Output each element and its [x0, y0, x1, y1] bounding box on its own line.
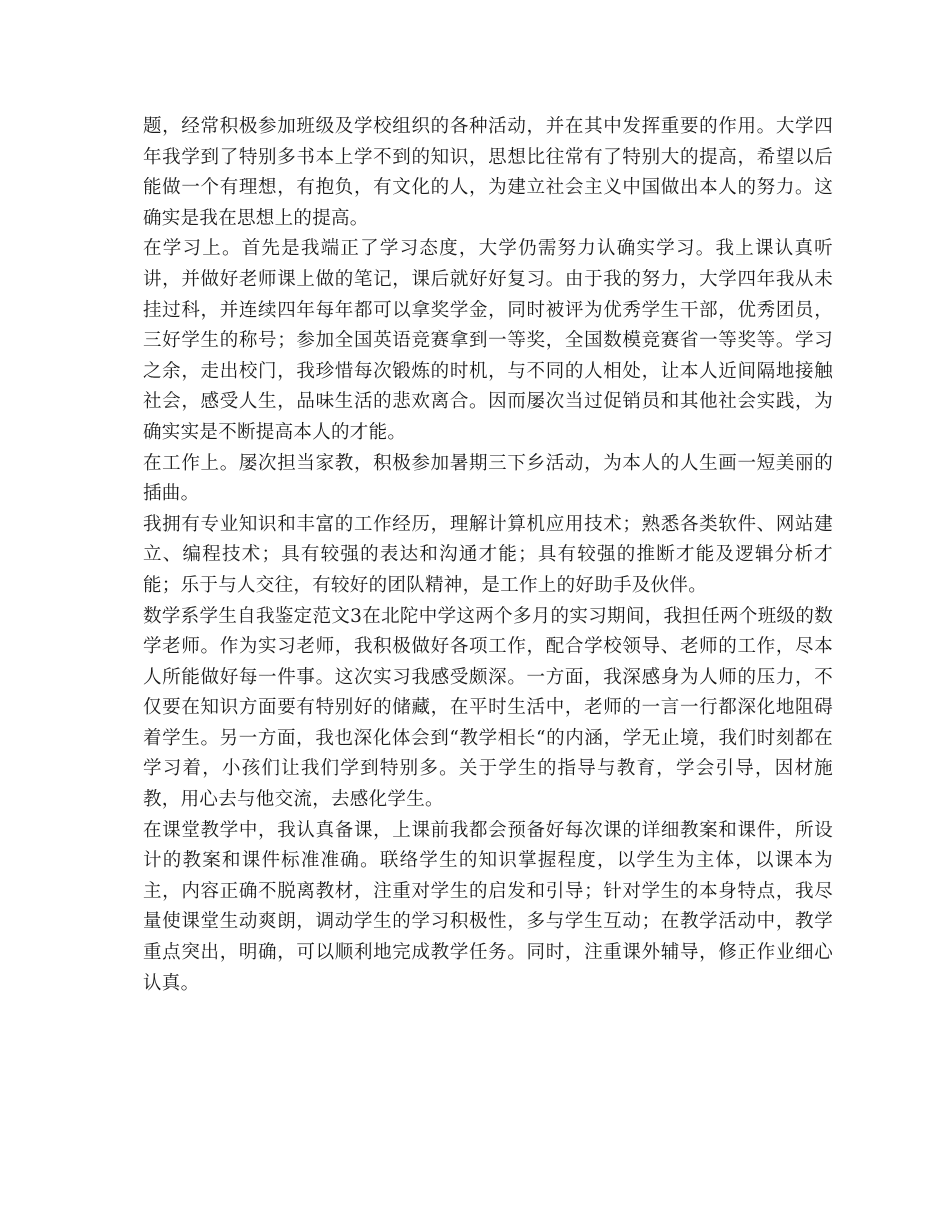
paragraph-thought: 题，经常积极参加班级及学校组织的各种活动，并在其中发挥重要的作用。大学四年我学到了特别多书本上学不到的知识，思想比往常有了特别大的提高，希望以后能做一个有理想，有抱负，有文化的人，为建立社会主义中国做出本人的努力。这确实是我在思想上的提高。 — [143, 116, 833, 229]
document-body — [143, 112, 833, 999]
paragraph-work: 在工作上。屡次担当家教，积极参加暑期三下乡活动，为本人的人生画一短美丽的插曲。 — [143, 452, 833, 505]
paragraph-internship: 数学系学生自我鉴定范文3在北陀中学这两个多月的实习期间，我担任两个班级的数学老师。作为实习老师，我积极做好各项工作，配合学校领导、老师的工作，尽本人所能做好每一件事。这次实习我感受颇深。一方面，我深感身为人师的压力，不仅要在知识方面要有特别好的储藏，在平时生活中，老师的一言一行都深化地阻碍着学生。另一方面，我也深化体会到“教学相长“的内涵，学无止境，我们时刻都在学习着，小孩们让我们学到特别多。关于学生的指导与教育，学会引导，因材施教，用心去与他交流，去感化学生。 — [143, 605, 833, 811]
paragraph-study: 在学习上。首先是我端正了学习态度，大学仍需努力认确实学习。我上课认真听讲，并做好老师课上做的笔记，课后就好好复习。由于我的努力，大学四年我从未挂过科，并连续四年每年都可以拿奖学金，同时被评为优秀学生干部，优秀团员，三好学生的称号；参加全国英语竞赛拿到一等奖，全国数模竞赛省一等奖等。学习之余，走出校门，我珍惜每次锻炼的时机，与不同的人相处，让本人近间隔地接触社会，感受人生，品味生活的悲欢离合。因而屡次当过促销员和其他社会实践，为确实实是不断提高本人的才能。 — [143, 238, 833, 443]
paragraph-skills: 我拥有专业知识和丰富的工作经历，理解计算机应用技术；熟悉各类软件、网站建立、编程技术；具有较强的表达和沟通才能；具有较强的推断才能及逻辑分析才能；乐于与人交往，有较好的团队精神，是工作上的好助手及伙伴。 — [143, 513, 833, 596]
paragraph-teaching: 在课堂教学中，我认真备课，上课前我都会预备好每次课的详细教案和课件，所设计的教案和课件标准准确。联络学生的知识掌握程度，以学生为主体，以课本为主，内容正确不脱离教材，注重对学生的启发和引导；针对学生的本身特点，我尽量使课堂生动爽朗，调动学生的学习积极性，多与学生互动；在教学活动中，教学重点突出，明确，可以顺利地完成教学任务。同时，注重课外辅导，修正作业细心认真。 — [143, 819, 833, 994]
